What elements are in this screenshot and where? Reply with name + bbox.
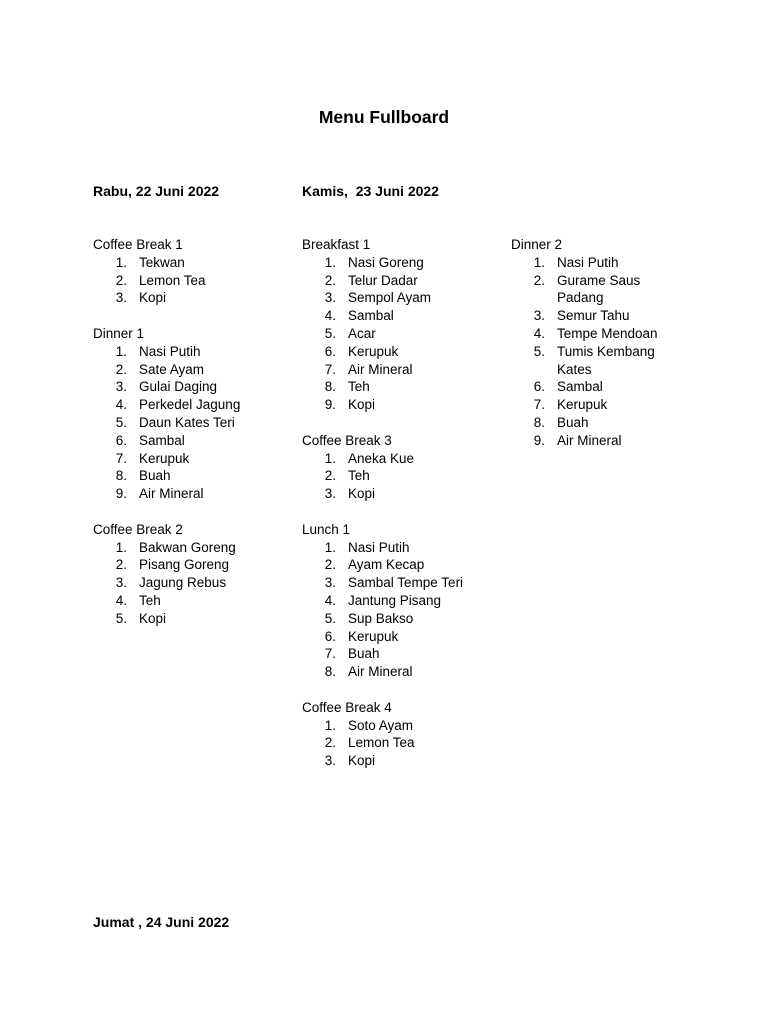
menu-column-kamis-dinner xyxy=(511,236,681,467)
list-item-number: 5. xyxy=(324,325,336,341)
list-item xyxy=(511,343,681,379)
list-item xyxy=(302,610,502,628)
list-item xyxy=(302,717,502,735)
menu-section-title: Dinner 2 xyxy=(511,237,563,252)
list-item-text: Aneka Kue xyxy=(348,450,415,466)
list-item-number: 9. xyxy=(115,486,127,502)
list-item-text: Gurame Saus Padang xyxy=(557,272,641,306)
menu-item-list xyxy=(93,539,293,628)
list-item-number: 5. xyxy=(115,414,127,430)
list-item xyxy=(93,467,293,485)
menu-section xyxy=(302,236,502,414)
list-item xyxy=(511,254,681,272)
list-item-number: 7. xyxy=(324,361,336,377)
list-item-number: 6. xyxy=(324,628,336,644)
menu-section-title: Coffee Break 4 xyxy=(302,699,392,715)
list-item xyxy=(93,414,293,432)
list-item-number: 1. xyxy=(324,539,336,555)
list-item-number: 2. xyxy=(533,272,545,288)
list-item-number: 2. xyxy=(324,468,336,484)
list-item-text: Sambal xyxy=(139,432,185,448)
list-item-text: Nasi Goreng xyxy=(348,254,424,270)
list-item-number: 4. xyxy=(324,308,336,324)
menu-section-title: Breakfast 1 xyxy=(302,237,371,252)
list-item xyxy=(302,539,502,557)
menu-section xyxy=(302,699,502,770)
list-item xyxy=(302,574,502,592)
list-item-number: 8. xyxy=(324,379,336,395)
menu-item-list xyxy=(302,254,502,414)
list-item-text: Kopi xyxy=(348,753,376,769)
list-item xyxy=(93,272,293,290)
list-item-text: Acar xyxy=(348,325,376,341)
list-item-text: Kerupuk xyxy=(348,343,399,359)
list-item xyxy=(93,485,293,503)
list-item xyxy=(511,414,681,432)
list-item xyxy=(93,378,293,396)
list-item-text: Sambal Tempe Teri xyxy=(348,575,464,591)
list-item-text: Perkedel Jagung xyxy=(139,397,241,413)
list-item xyxy=(93,432,293,450)
menu-section-title: Coffee Break 3 xyxy=(302,432,392,448)
list-item-number: 5. xyxy=(324,610,336,626)
list-item-text: Jantung Pisang xyxy=(348,592,442,608)
list-item xyxy=(302,325,502,343)
list-item-number: 4. xyxy=(115,397,127,413)
menu-section-title: Coffee Break 1 xyxy=(93,237,183,252)
list-item-number: 1. xyxy=(115,254,127,270)
date-kamis: Kamis, 23 Juni 2022 xyxy=(302,183,439,199)
list-item xyxy=(511,272,681,308)
list-item-text: Teh xyxy=(348,379,370,395)
menu-section xyxy=(93,325,293,503)
list-item xyxy=(302,396,502,414)
menu-section xyxy=(93,236,293,307)
list-item xyxy=(302,378,502,396)
list-item-text: Tekwan xyxy=(139,254,185,270)
list-item xyxy=(302,467,502,485)
list-item-text: Teh xyxy=(348,468,370,484)
list-item-text: Nasi Putih xyxy=(557,254,619,270)
list-item xyxy=(511,325,681,343)
list-item-text: Soto Ayam xyxy=(348,717,414,733)
list-item-number: 1. xyxy=(324,450,336,466)
list-item-text: Telur Dadar xyxy=(348,272,418,288)
menu-item-list xyxy=(93,254,293,307)
list-item-text: Air Mineral xyxy=(557,432,622,448)
list-item xyxy=(302,485,502,503)
list-item-text: Teh xyxy=(139,592,161,608)
menu-section xyxy=(511,236,681,450)
list-item xyxy=(302,663,502,681)
list-item xyxy=(511,396,681,414)
list-item-text: Kerupuk xyxy=(348,628,399,644)
list-item-text: Air Mineral xyxy=(348,664,413,680)
list-item-number: 1. xyxy=(115,343,127,359)
list-item-number: 3. xyxy=(324,486,336,502)
list-item-text: Nasi Putih xyxy=(348,539,410,555)
list-item-text: Sup Bakso xyxy=(348,610,414,626)
list-item xyxy=(93,361,293,379)
list-item-number: 5. xyxy=(533,343,545,359)
list-item xyxy=(302,289,502,307)
list-item-number: 4. xyxy=(115,592,127,608)
menu-section xyxy=(302,432,502,503)
list-item-number: 3. xyxy=(324,753,336,769)
list-item xyxy=(302,592,502,610)
menu-section xyxy=(93,521,293,628)
list-item-number: 8. xyxy=(533,414,545,430)
menu-item-list xyxy=(302,717,502,770)
list-item xyxy=(302,272,502,290)
list-item-number: 8. xyxy=(115,468,127,484)
list-item xyxy=(302,752,502,770)
list-item-number: 5. xyxy=(115,610,127,626)
list-item-text: Tempe Mendoan xyxy=(557,325,658,341)
list-item-number: 1. xyxy=(324,254,336,270)
list-item-text: Daun Kates Teri xyxy=(139,414,235,430)
list-item-text: Gulai Daging xyxy=(139,379,218,395)
list-item-text: Kopi xyxy=(139,610,167,626)
page-title: Menu Fullboard xyxy=(318,107,450,127)
menu-item-list xyxy=(302,450,502,503)
list-item-text: Kopi xyxy=(348,486,376,502)
list-item-text: Ayam Kecap xyxy=(348,557,425,573)
menu-section-title: Coffee Break 2 xyxy=(93,521,183,537)
list-item-number: 3. xyxy=(115,575,127,591)
list-item-number: 4. xyxy=(324,592,336,608)
list-item xyxy=(302,556,502,574)
menu-column-kamis xyxy=(302,236,502,788)
list-item xyxy=(302,450,502,468)
list-item-text: Sempol Ayam xyxy=(348,290,432,306)
list-item xyxy=(302,645,502,663)
list-item-number: 2. xyxy=(324,557,336,573)
list-item xyxy=(93,450,293,468)
menu-section-title: Lunch 1 xyxy=(302,521,351,537)
list-item-text: Sambal xyxy=(557,379,603,395)
list-item-text: Semur Tahu xyxy=(557,308,630,324)
list-item xyxy=(93,289,293,307)
date-rabu: Rabu, 22 Juni 2022 xyxy=(93,183,220,199)
list-item-text: Air Mineral xyxy=(348,361,413,377)
list-item-text: Sate Ayam xyxy=(139,361,205,377)
list-item xyxy=(93,610,293,628)
list-item-text: Lemon Tea xyxy=(139,272,206,288)
list-item-number: 2. xyxy=(115,272,127,288)
list-item-text: Jagung Rebus xyxy=(139,575,227,591)
list-item-number: 8. xyxy=(324,664,336,680)
menu-column-rabu xyxy=(93,236,293,645)
list-item-number: 2. xyxy=(115,557,127,573)
date-jumat: Jumat , 24 Juni 2022 xyxy=(93,914,230,930)
list-item xyxy=(93,574,293,592)
list-item-text: Nasi Putih xyxy=(139,343,201,359)
list-item xyxy=(302,343,502,361)
list-item-number: 2. xyxy=(324,735,336,751)
list-item-text: Kopi xyxy=(139,290,167,306)
list-item xyxy=(93,396,293,414)
list-item xyxy=(511,307,681,325)
list-item xyxy=(511,432,681,450)
list-item-text: Sambal xyxy=(348,308,394,324)
menu-section-title: Dinner 1 xyxy=(93,325,145,341)
list-item-text: Buah xyxy=(348,646,380,662)
list-item xyxy=(302,307,502,325)
list-item xyxy=(302,361,502,379)
list-item xyxy=(302,734,502,752)
menu-item-list xyxy=(511,254,681,450)
list-item-number: 3. xyxy=(533,308,545,324)
list-item xyxy=(93,539,293,557)
list-item-number: 6. xyxy=(324,343,336,359)
list-item xyxy=(302,254,502,272)
list-item-number: 6. xyxy=(115,432,127,448)
list-item xyxy=(511,378,681,396)
list-item-number: 6. xyxy=(533,379,545,395)
list-item-number: 3. xyxy=(324,575,336,591)
list-item-text: Buah xyxy=(557,414,589,430)
list-item-text: Tumis Kembang Kates xyxy=(557,343,655,377)
list-item-number: 7. xyxy=(324,646,336,662)
list-item xyxy=(93,343,293,361)
list-item xyxy=(93,592,293,610)
list-item-number: 2. xyxy=(324,272,336,288)
list-item-text: Kerupuk xyxy=(139,450,190,466)
list-item-number: 7. xyxy=(533,397,545,413)
menu-section xyxy=(302,521,502,681)
list-item-number: 2. xyxy=(115,361,127,377)
list-item-text: Kopi xyxy=(348,397,376,413)
list-item xyxy=(93,254,293,272)
list-item-text: Pisang Goreng xyxy=(139,557,230,573)
list-item-text: Bakwan Goreng xyxy=(139,539,236,555)
list-item-text: Kerupuk xyxy=(557,397,608,413)
list-item xyxy=(302,628,502,646)
menu-item-list xyxy=(302,539,502,681)
list-item-text: Buah xyxy=(139,468,171,484)
list-item-number: 1. xyxy=(533,254,545,270)
list-item-number: 3. xyxy=(115,290,127,306)
list-item xyxy=(93,556,293,574)
list-item-number: 3. xyxy=(324,290,336,306)
list-item-number: 1. xyxy=(115,539,127,555)
list-item-number: 3. xyxy=(115,379,127,395)
list-item-number: 1. xyxy=(324,717,336,733)
menu-item-list xyxy=(93,343,293,503)
list-item-text: Air Mineral xyxy=(139,486,204,502)
list-item-number: 4. xyxy=(533,325,545,341)
list-item-number: 9. xyxy=(324,397,336,413)
list-item-number: 7. xyxy=(115,450,127,466)
list-item-text: Lemon Tea xyxy=(348,735,415,751)
list-item-number: 9. xyxy=(533,432,545,448)
